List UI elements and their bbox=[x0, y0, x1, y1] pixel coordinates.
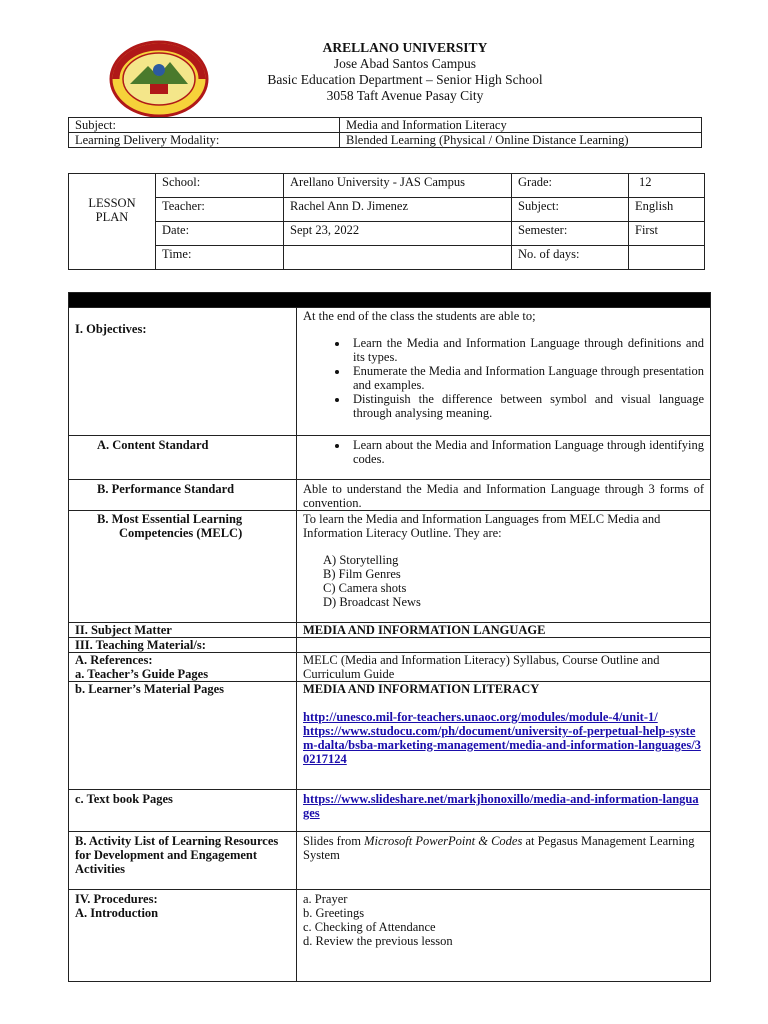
subject-matter-value: MEDIA AND INFORMATION LANGUAGE bbox=[297, 623, 711, 638]
teaching-material-label: III. Teaching Material/s: bbox=[69, 638, 297, 653]
university-seal bbox=[108, 40, 210, 118]
activity-list-label: B. Activity List of Learning Resources for Development and Engagement Activities bbox=[69, 832, 297, 890]
slideshare-link[interactable]: https://www.slideshare.net/markjhonoxillo/media-and-information-languages bbox=[303, 792, 699, 820]
address-line: 3058 Taft Avenue Pasay City bbox=[326, 88, 484, 103]
subject-value-2: English bbox=[629, 198, 705, 222]
semester-value: First bbox=[629, 222, 705, 246]
semester-label: Semester: bbox=[512, 222, 629, 246]
school-label: School: bbox=[156, 174, 284, 198]
melc-list bbox=[303, 553, 704, 609]
content-standard-label: A. Content Standard bbox=[69, 436, 297, 480]
melc-cell bbox=[297, 511, 711, 623]
teacher-label: Teacher: bbox=[156, 198, 284, 222]
teachers-guide-value: MELC (Media and Information Literacy) Syllabus, Course Outline and Curriculum Guide bbox=[297, 653, 711, 682]
introduction-cell bbox=[297, 890, 711, 982]
performance-standard-label: B. Performance Standard bbox=[69, 480, 297, 511]
teacher-value: Rachel Ann D. Jimenez bbox=[284, 198, 512, 222]
procedures-label: IV. Procedures: A. Introduction bbox=[69, 890, 297, 982]
content-standard-cell bbox=[297, 436, 711, 480]
textbook-label: c. Text book Pages bbox=[69, 790, 297, 832]
intro-item: c. Checking of Attendance bbox=[303, 920, 436, 934]
subject-table bbox=[68, 117, 702, 148]
objectives-cell bbox=[297, 308, 711, 436]
melc-item: C) Camera shots bbox=[323, 581, 407, 595]
university-name: ARELLANO UNIVERSITY bbox=[322, 40, 488, 55]
objectives-list bbox=[303, 336, 704, 420]
intro-item: a. Prayer bbox=[303, 892, 348, 906]
lesson-plan-table bbox=[68, 173, 705, 270]
textbook-cell bbox=[297, 790, 711, 832]
date-label: Date: bbox=[156, 222, 284, 246]
studocu-link[interactable]: https://www.studocu.com/ph/document/university-of-perpetual-help-system-dalta/bsba-marketing-management/media-and-information-languages/30217124 bbox=[303, 724, 701, 766]
melc-item: B) Film Genres bbox=[323, 567, 401, 581]
melc-item: D) Broadcast News bbox=[323, 595, 421, 609]
activity-list-value: Slides from Microsoft PowerPoint & Codes at Pegasus Management Learning System bbox=[297, 832, 711, 890]
days-value bbox=[629, 246, 705, 270]
time-value bbox=[284, 246, 512, 270]
content-standard-value: • Learn about the Media and Information Language through identifying codes. bbox=[349, 438, 704, 466]
learners-material-label: b. Learner’s Material Pages bbox=[69, 682, 297, 790]
header-bar bbox=[69, 293, 711, 308]
unesco-link[interactable]: http://unesco.mil-for-teachers.unaoc.org/modules/module-4/unit-1/ bbox=[303, 710, 658, 724]
modality-value: Blended Learning (Physical / Online Distance Learning) bbox=[340, 133, 702, 148]
school-value: Arellano University - JAS Campus bbox=[284, 174, 512, 198]
objectives-label: I. Objectives: bbox=[69, 308, 297, 436]
melc-label: B. Most Essential Learning Competencies (MELC) bbox=[69, 511, 297, 623]
performance-standard-value: Able to understand the Media and Information Language through 3 forms of convention. bbox=[297, 480, 711, 511]
intro-item: b. Greetings bbox=[303, 906, 365, 920]
lesson-plan-label: LESSON PLAN bbox=[69, 174, 156, 270]
date-value: Sept 23, 2022 bbox=[284, 222, 512, 246]
melc-item: A) Storytelling bbox=[323, 553, 399, 567]
intro-item: d. Review the previous lesson bbox=[303, 934, 453, 948]
grade-label: Grade: bbox=[512, 174, 629, 198]
learners-material-cell bbox=[297, 682, 711, 790]
modality-label: Learning Delivery Modality: bbox=[69, 133, 340, 148]
department-name: Basic Education Department – Senior High School bbox=[267, 72, 543, 87]
campus-name: Jose Abad Santos Campus bbox=[333, 56, 477, 71]
subject-label: Subject: bbox=[69, 118, 340, 133]
objective-item: • Learn the Media and Information Language through definitions and its types. bbox=[349, 336, 704, 364]
melc-intro: To learn the Media and Information Languages from MELC Media and Information Literacy Outline. They are: bbox=[303, 512, 661, 540]
subject-matter-label: II. Subject Matter bbox=[69, 623, 297, 638]
time-label: Time: bbox=[156, 246, 284, 270]
lesson-content-table bbox=[68, 292, 711, 982]
subject-value: Media and Information Literacy bbox=[340, 118, 702, 133]
subject-label-2: Subject: bbox=[512, 198, 629, 222]
learners-material-title: MEDIA AND INFORMATION LITERACY bbox=[303, 682, 540, 696]
grade-value: 12 bbox=[629, 174, 705, 198]
days-label: No. of days: bbox=[512, 246, 629, 270]
references-label: A. References: a. Teacher’s Guide Pages bbox=[69, 653, 297, 682]
objective-item: • Distinguish the difference between symbol and visual language through analysing meaning. bbox=[349, 392, 704, 420]
objectives-intro: At the end of the class the students are able to; bbox=[303, 309, 536, 323]
objective-item: • Enumerate the Media and Information Language through presentation and examples. bbox=[349, 364, 704, 392]
